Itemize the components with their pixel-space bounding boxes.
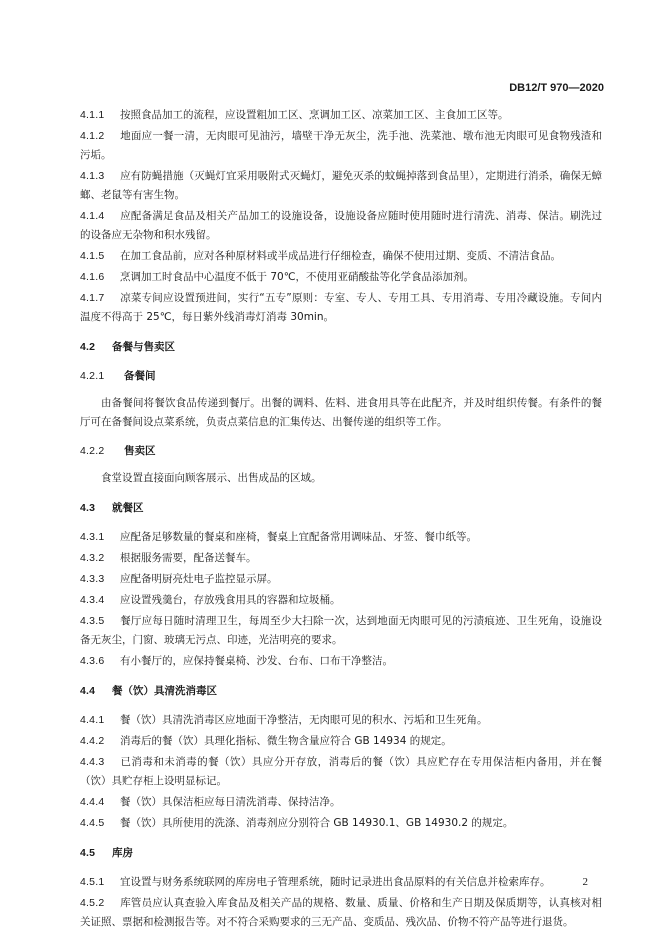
clause-number: 4.4.3 <box>80 756 105 768</box>
section-heading-4-4 <box>80 682 602 701</box>
clause-text: 餐（饮）具清洗消毒区应地面干净整洁，无肉眼可见的积水、污垢和卫生死角。 <box>120 714 488 726</box>
clause <box>80 711 602 730</box>
clause <box>80 591 602 610</box>
clause <box>80 106 602 125</box>
clause-number: 4.4.1 <box>80 714 105 726</box>
clause-text: 地面应一餐一清，无肉眼可见油污，墙壁干净无灰尘，洗手池、洗菜池、墩布池无肉眼可见食物残渣和污垢。 <box>80 130 602 161</box>
section-title: 餐（饮）具清洗消毒区 <box>112 685 217 697</box>
clause <box>80 732 602 751</box>
clause <box>80 247 602 266</box>
subsection-heading-4-2-1 <box>80 367 602 386</box>
clause-text: 消毒后的餐（饮）具理化指标、微生物含量应符合 GB 14934 的规定。 <box>120 735 452 747</box>
subsection-heading-4-2-2 <box>80 442 602 461</box>
page-number: 2 <box>582 876 588 888</box>
clause-number: 4.3.1 <box>80 531 105 543</box>
section-number: 4.3 <box>80 502 96 514</box>
clause-text: 应配备明厨亮灶电子监控显示屏。 <box>120 573 278 585</box>
clause-text: 餐（饮）具保洁柜应每日清洗消毒、保持洁净。 <box>120 796 341 808</box>
clause <box>80 528 602 547</box>
clause <box>80 570 602 589</box>
clause-number: 4.5.2 <box>80 897 105 909</box>
clause-number: 4.3.3 <box>80 573 105 585</box>
clause-number: 4.5.1 <box>80 876 105 888</box>
clause <box>80 268 602 287</box>
clause-text: 应配备满足食品及相关产品加工的设施设备，设施设备应随时使用随时进行清洗、消毒、保洁。刷洗过的设备应无杂物和积水残留。 <box>80 210 602 241</box>
section-heading-4-2 <box>80 338 602 357</box>
clause-text: 库管员应认真查验入库食品及相关产品的规格、数量、质量、价格和生产日期及保质期等，认真核对相关证照、票据和检测报告等。对不符合采购要求的三无产品、变质品、残次品、价物不符产品等进行退货。 <box>80 897 602 928</box>
clause-text: 已消毒和未消毒的餐（饮）具应分开存放，消毒后的餐（饮）具应贮存在专用保洁柜内备用，并在餐（饮）具贮存柜上设明显标记。 <box>80 756 602 787</box>
clause-number: 4.4.5 <box>80 817 105 829</box>
subsection-number: 4.2.2 <box>80 445 105 457</box>
clause-number: 4.1.5 <box>80 250 105 262</box>
clause <box>80 612 602 650</box>
section-title: 库房 <box>112 847 133 859</box>
clause <box>80 167 602 205</box>
clause-number: 4.1.3 <box>80 170 105 182</box>
clause <box>80 549 602 568</box>
clause-text: 在加工食品前，应对各种原材料或半成品进行仔细检查，确保不使用过期、变质、不清洁食品。 <box>120 250 561 262</box>
clause <box>80 127 602 165</box>
clause-number: 4.3.4 <box>80 594 105 606</box>
section-number: 4.4 <box>80 685 96 697</box>
clause-text: 应有防蝇措施（灭蝇灯宜采用吸附式灭蝇灯，避免灭杀的蚊蝇掉落到食品里），定期进行消杀，确保无蟑螂、老鼠等有害生物。 <box>80 170 602 201</box>
paragraph: 食堂设置直接面向顾客展示、出售成品的区域。 <box>101 472 322 484</box>
clause <box>80 873 602 892</box>
section-number: 4.2 <box>80 341 96 353</box>
clause-number: 4.1.1 <box>80 109 105 121</box>
clause <box>80 753 602 791</box>
clause <box>80 652 602 671</box>
section-title: 备餐与售卖区 <box>112 341 175 353</box>
clause-text: 餐厅应每日随时清理卫生，每周至少大扫除一次，达到地面无肉眼可见的污渍痕迹、卫生死角，设施设备无灰尘，门窗、玻璃无污点、印迹，光洁明亮的要求。 <box>80 615 602 646</box>
document-code: DB12/T 970—2020 <box>509 82 604 94</box>
clause-text: 凉菜专间应设置预进间，实行“五专”原则：专室、专人、专用工具、专用消毒、专用冷藏设施。专间内温度不得高于 25℃，每日紫外线消毒灯消毒 30min。 <box>80 292 602 323</box>
clause <box>80 207 602 245</box>
subsection-title: 售卖区 <box>124 445 156 457</box>
paragraph: 由备餐间将餐饮食品传递到餐厅。出餐的调料、佐料、进食用具等在此配齐，并及时组织传餐。有条件的餐厅可在备餐间设点菜系统，负责点菜信息的汇集传达、出餐传递的组织等工作。 <box>80 397 602 428</box>
clause-number: 4.4.4 <box>80 796 105 808</box>
clause-number: 4.3.6 <box>80 655 105 667</box>
subsection-number: 4.2.1 <box>80 370 105 382</box>
clause-text: 宜设置与财务系统联网的库房电子管理系统，随时记录进出食品原料的有关信息并检索库存。 <box>120 876 551 888</box>
clause <box>80 894 602 932</box>
clause-text: 应设置残羹台，存放残食用具的容器和垃圾桶。 <box>120 594 341 606</box>
document-body <box>80 106 602 934</box>
clause-number: 4.3.5 <box>80 615 105 627</box>
clause-text: 按照食品加工的流程，应设置粗加工区、烹调加工区、凉菜加工区、主食加工区等。 <box>120 109 509 121</box>
clause <box>80 793 602 812</box>
subsection-title: 备餐间 <box>124 370 156 382</box>
clause-number: 4.1.6 <box>80 271 105 283</box>
clause <box>80 289 602 327</box>
clause-number: 4.4.2 <box>80 735 105 747</box>
clause-text: 餐（饮）具所使用的洗涤、消毒剂应分别符合 GB 14930.1、GB 14930.2 的规定。 <box>120 817 514 829</box>
section-heading-4-3 <box>80 499 602 518</box>
clause-text: 根据服务需要，配备送餐车。 <box>120 552 257 564</box>
section-heading-4-5 <box>80 844 602 863</box>
section-title: 就餐区 <box>112 502 144 514</box>
section-number: 4.5 <box>80 847 96 859</box>
clause-text: 有小餐厅的，应保持餐桌椅、沙发、台布、口布干净整洁。 <box>120 655 393 667</box>
clause-number: 4.1.2 <box>80 130 105 142</box>
clause-text: 应配备足够数量的餐桌和座椅，餐桌上宜配备常用调味品、牙签、餐巾纸等。 <box>120 531 477 543</box>
clause-number: 4.3.2 <box>80 552 105 564</box>
clause-number: 4.1.7 <box>80 292 105 304</box>
clause-text: 烹调加工时食品中心温度不低于 70℃，不使用亚硝酸盐等化学食品添加剂。 <box>120 271 474 283</box>
clause-number: 4.1.4 <box>80 210 105 222</box>
clause <box>80 814 602 833</box>
